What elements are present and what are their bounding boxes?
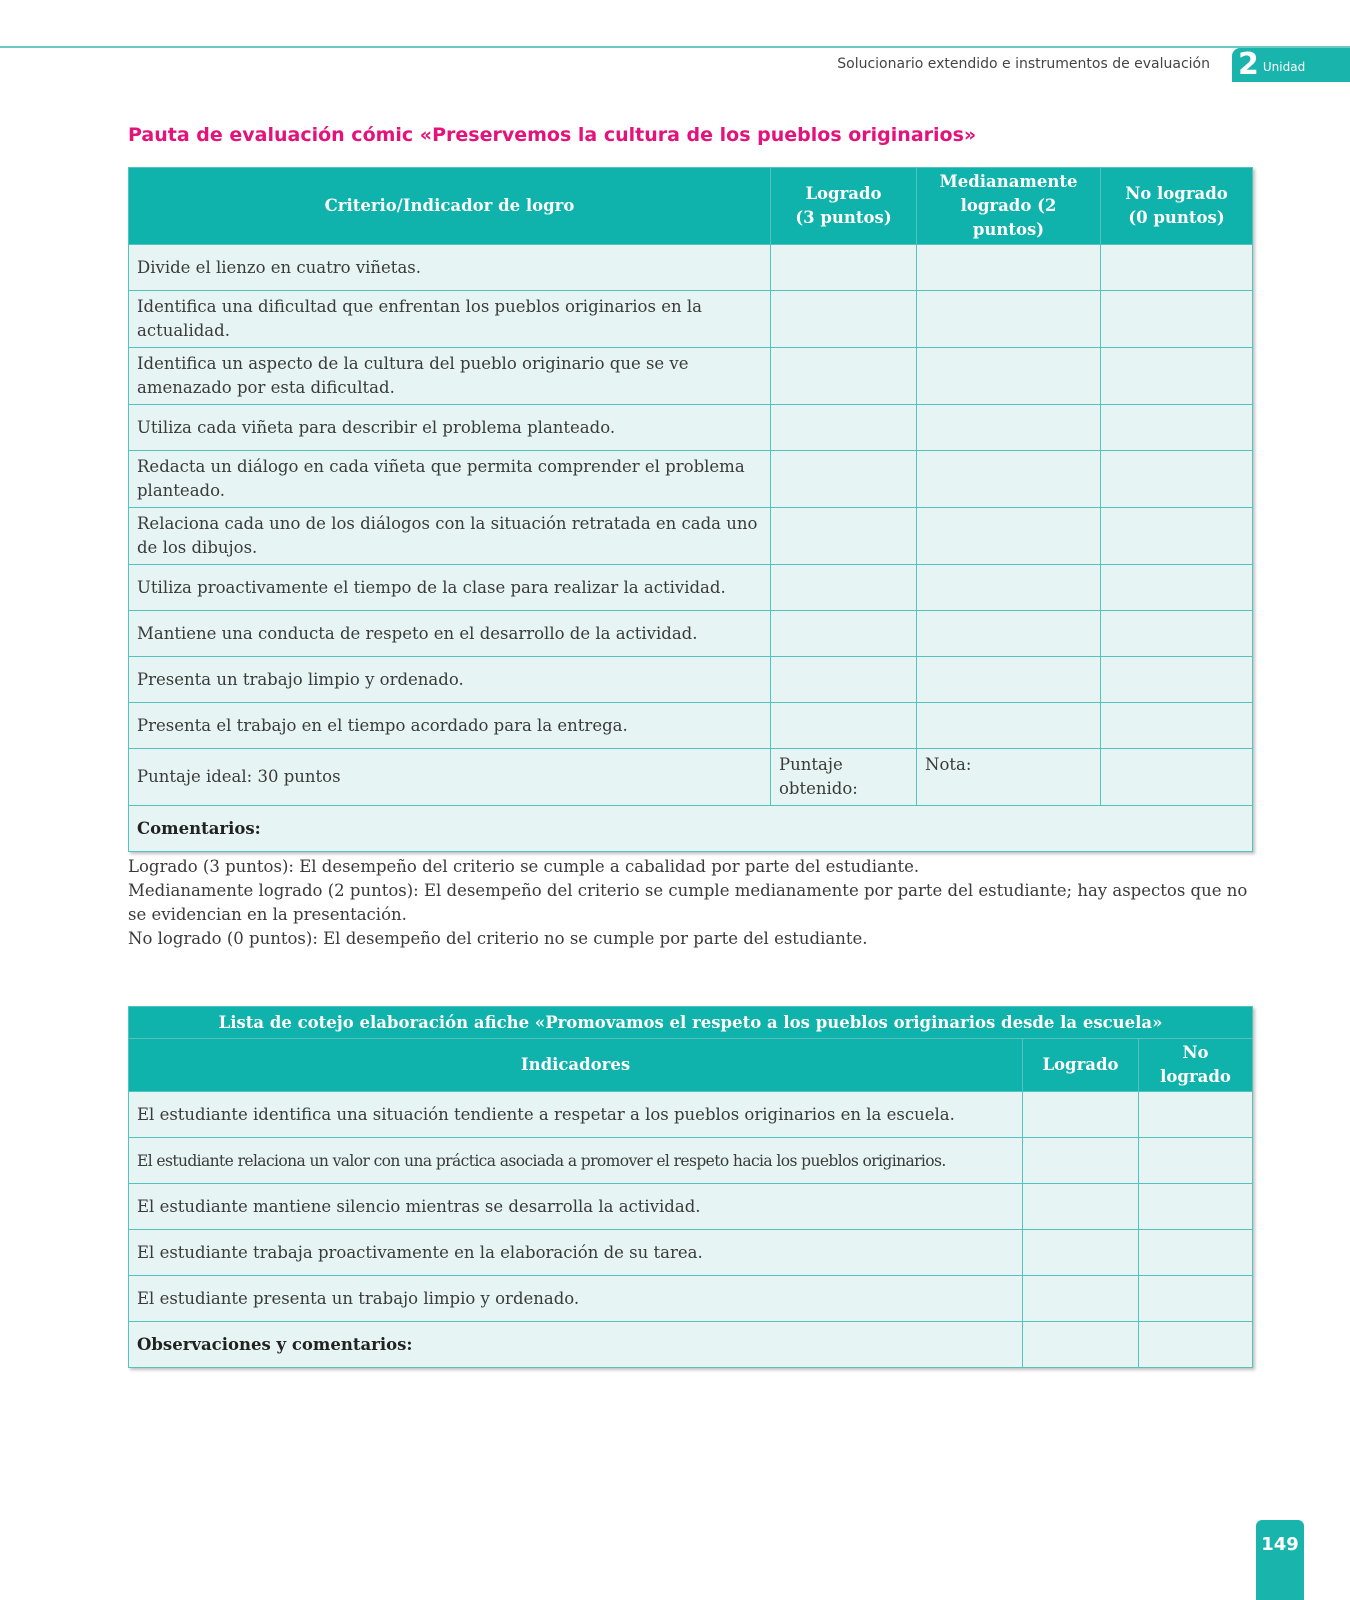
- criterion-text: Utiliza proactivamente el tiempo de la clase para realizar la actividad.: [129, 565, 771, 611]
- legend-logrado: Logrado (3 puntos): El desempeño del criterio se cumple a cabalidad por parte del estudiante.: [128, 857, 920, 876]
- header-checklist-logrado: Logrado: [1023, 1039, 1139, 1092]
- rubric-row: [129, 405, 1253, 451]
- observations-row: [129, 1322, 1253, 1368]
- rubric-row: [129, 291, 1253, 348]
- check-cell-no-logrado[interactable]: [1139, 1138, 1253, 1184]
- criterion-text: Presenta un trabajo limpio y ordenado.: [129, 657, 771, 703]
- header-logrado: [771, 168, 917, 245]
- score-summary-row: [129, 749, 1253, 806]
- check-cell-logrado[interactable]: [1023, 1276, 1139, 1322]
- criterion-text: Presenta el trabajo en el tiempo acordado para la entrega.: [129, 703, 771, 749]
- score-cell-logrado[interactable]: [771, 291, 917, 348]
- score-cell-medianamente[interactable]: [917, 405, 1101, 451]
- criterion-text: Mantiene una conducta de respeto en el desarrollo de la actividad.: [129, 611, 771, 657]
- checklist-title: Lista de cotejo elaboración afiche «Promovamos el respeto a los pueblos originarios desde la escuela»: [129, 1007, 1253, 1039]
- score-cell-logrado[interactable]: [771, 657, 917, 703]
- score-cell-logrado[interactable]: [771, 348, 917, 405]
- score-cell-no-logrado[interactable]: [1101, 451, 1253, 508]
- indicator-text: El estudiante trabaja proactivamente en la elaboración de su tarea.: [129, 1230, 1023, 1276]
- score-cell-logrado[interactable]: [771, 508, 917, 565]
- score-cell-no-logrado[interactable]: [1101, 508, 1253, 565]
- header-mediano-line2: logrado (2 puntos): [960, 196, 1057, 239]
- checklist-table: [128, 1006, 1253, 1368]
- header-checklist-no-logrado: No logrado: [1139, 1039, 1253, 1092]
- header-medianamente: [917, 168, 1101, 245]
- rubric-row: [129, 703, 1253, 749]
- score-cell-medianamente[interactable]: [917, 451, 1101, 508]
- rubric-row: [129, 348, 1253, 405]
- puntaje-ideal: Puntaje ideal: 30 puntos: [129, 749, 771, 806]
- nota-field[interactable]: Nota:: [917, 749, 1101, 806]
- criterion-text: Relaciona cada uno de los diálogos con la situación retratada en cada uno de los dibujos.: [129, 508, 771, 565]
- score-cell-no-logrado[interactable]: [1101, 405, 1253, 451]
- score-cell-no-logrado[interactable]: [1101, 245, 1253, 291]
- score-cell-logrado[interactable]: [771, 405, 917, 451]
- header-criterio: Criterio/Indicador de logro: [129, 168, 771, 245]
- score-cell-medianamente[interactable]: [917, 245, 1101, 291]
- header-logrado-line2: (3 puntos): [795, 208, 892, 227]
- scoring-legend: [128, 855, 1252, 951]
- score-cell-medianamente[interactable]: [917, 611, 1101, 657]
- rubric-row: [129, 657, 1253, 703]
- header-indicadores: Indicadores: [129, 1039, 1023, 1092]
- score-cell-medianamente[interactable]: [917, 508, 1101, 565]
- comments-row: [129, 806, 1253, 852]
- score-cell-no-logrado[interactable]: [1101, 348, 1253, 405]
- rubric-row: [129, 565, 1253, 611]
- checklist-row: [129, 1276, 1253, 1322]
- check-cell-logrado[interactable]: [1023, 1138, 1139, 1184]
- section-title: Pauta de evaluación cómic «Preservemos la cultura de los pueblos originarios»: [128, 124, 977, 146]
- legend-no-logrado: No logrado (0 puntos): El desempeño del criterio no se cumple por parte del estudiante.: [128, 929, 868, 948]
- score-cell-no-logrado[interactable]: [1101, 611, 1253, 657]
- score-cell-logrado[interactable]: [771, 245, 917, 291]
- unit-tab: [1232, 48, 1350, 82]
- indicator-text: El estudiante identifica una situación tendiente a respetar a los pueblos originarios en la escuela.: [129, 1092, 1023, 1138]
- header-nologrado-line1: No logrado: [1125, 184, 1228, 203]
- check-cell-logrado[interactable]: [1023, 1092, 1139, 1138]
- observations-empty-cell: [1139, 1322, 1253, 1368]
- puntaje-obtenido-line2: obtenido:: [779, 779, 858, 798]
- checklist-row: [129, 1092, 1253, 1138]
- score-cell-logrado[interactable]: [771, 611, 917, 657]
- observaciones-field[interactable]: Observaciones y comentarios:: [129, 1322, 1023, 1368]
- rubric-row: [129, 508, 1253, 565]
- check-cell-no-logrado[interactable]: [1139, 1184, 1253, 1230]
- rubric-row: [129, 611, 1253, 657]
- unit-number: 2: [1238, 47, 1259, 82]
- indicator-text: El estudiante presenta un trabajo limpio y ordenado.: [129, 1276, 1023, 1322]
- score-cell-medianamente[interactable]: [917, 291, 1101, 348]
- check-cell-logrado[interactable]: [1023, 1184, 1139, 1230]
- header-nologrado-line2: (0 puntos): [1128, 208, 1225, 227]
- score-cell-medianamente[interactable]: [917, 565, 1101, 611]
- header-mediano-line1: Medianamente: [939, 172, 1078, 191]
- header-no-logrado: [1101, 168, 1253, 245]
- score-cell-logrado[interactable]: [771, 565, 917, 611]
- score-cell-medianamente[interactable]: [917, 348, 1101, 405]
- criterion-text: Redacta un diálogo en cada viñeta que permita comprender el problema planteado.: [129, 451, 771, 508]
- comentarios-field[interactable]: Comentarios:: [129, 806, 1253, 852]
- indicator-text: El estudiante relaciona un valor con una práctica asociada a promover el respeto hacia los pueblos originarios.: [129, 1138, 1023, 1184]
- indicator-text: El estudiante mantiene silencio mientras se desarrolla la actividad.: [129, 1184, 1023, 1230]
- header-logrado-line1: Logrado: [805, 184, 882, 203]
- score-cell-medianamente[interactable]: [917, 703, 1101, 749]
- page-number: 149: [1256, 1520, 1304, 1600]
- summary-empty-cell: [1101, 749, 1253, 806]
- checklist-row: [129, 1138, 1253, 1184]
- score-cell-no-logrado[interactable]: [1101, 291, 1253, 348]
- criterion-text: Identifica un aspecto de la cultura del pueblo originario que se ve amenazado por esta dificultad.: [129, 348, 771, 405]
- puntaje-obtenido-line1: Puntaje: [779, 755, 843, 774]
- rubric-row: [129, 245, 1253, 291]
- criterion-text: Utiliza cada viñeta para describir el problema planteado.: [129, 405, 771, 451]
- score-cell-logrado[interactable]: [771, 451, 917, 508]
- check-cell-no-logrado[interactable]: [1139, 1276, 1253, 1322]
- criterion-text: Divide el lienzo en cuatro viñetas.: [129, 245, 771, 291]
- unit-label: Unidad: [1262, 60, 1306, 74]
- checklist-row: [129, 1184, 1253, 1230]
- score-cell-logrado[interactable]: [771, 703, 917, 749]
- rubric-table: [128, 167, 1253, 852]
- rubric-row: [129, 451, 1253, 508]
- check-cell-no-logrado[interactable]: [1139, 1092, 1253, 1138]
- score-cell-no-logrado[interactable]: [1101, 657, 1253, 703]
- score-cell-no-logrado[interactable]: [1101, 703, 1253, 749]
- legend-medianamente: Medianamente logrado (2 puntos): El desempeño del criterio se cumple medianamente por parte del estudiante; hay aspectos que no se evidencian en la presentación.: [128, 881, 1248, 924]
- criterion-text: Identifica una dificultad que enfrentan los pueblos originarios en la actualidad.: [129, 291, 771, 348]
- score-cell-no-logrado[interactable]: [1101, 565, 1253, 611]
- score-cell-medianamente[interactable]: [917, 657, 1101, 703]
- observations-empty-cell: [1023, 1322, 1139, 1368]
- puntaje-obtenido-field[interactable]: [771, 749, 917, 806]
- check-cell-no-logrado[interactable]: [1139, 1230, 1253, 1276]
- header-rule: [0, 46, 1350, 48]
- check-cell-logrado[interactable]: [1023, 1230, 1139, 1276]
- header-text: Solucionario extendido e instrumentos de evaluación: [837, 56, 1210, 72]
- checklist-row: [129, 1230, 1253, 1276]
